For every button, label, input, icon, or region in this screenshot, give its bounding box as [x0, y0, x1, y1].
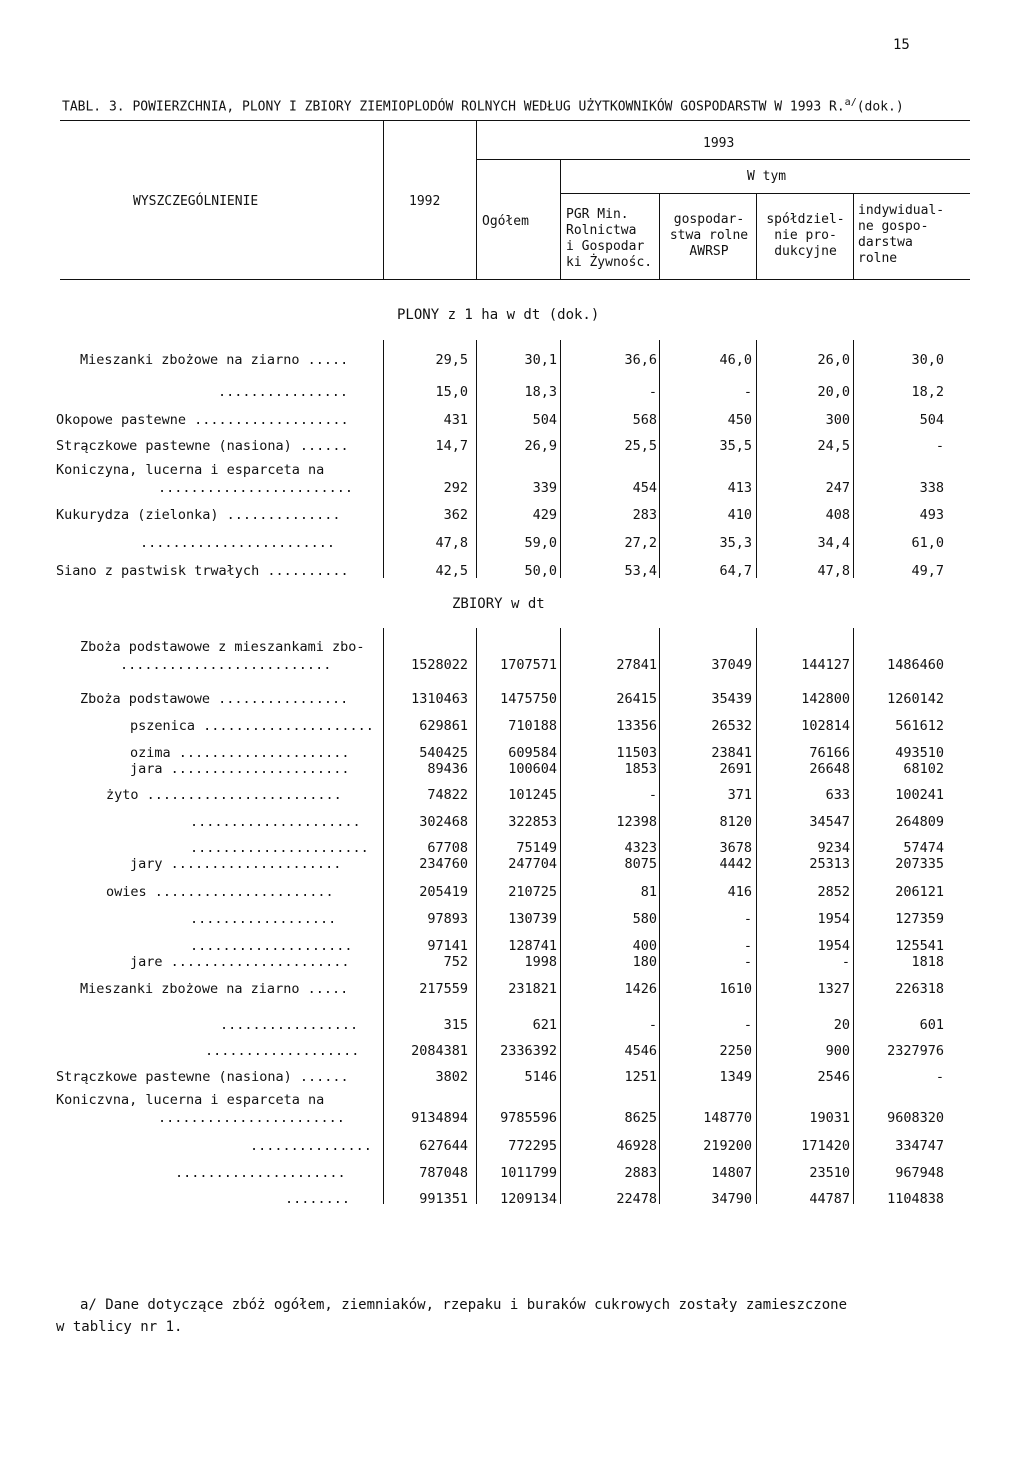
table-cell: 11503: [616, 745, 657, 761]
table-cell: 30,1: [524, 352, 557, 368]
table-cell: 14,7: [435, 438, 468, 454]
table-cell: 568: [632, 412, 657, 428]
table-cell: 207335: [895, 856, 944, 872]
table-cell: 27841: [616, 657, 657, 673]
table-cell: 100604: [508, 761, 557, 777]
table-cell: 37049: [711, 657, 752, 673]
table-cell: 338: [919, 480, 944, 496]
table-cell: 57474: [903, 840, 944, 856]
row-label: jara ......................: [130, 761, 350, 777]
table-cell: 100241: [895, 787, 944, 803]
table-cell: 26648: [809, 761, 850, 777]
table-cell: 1104838: [887, 1191, 944, 1207]
table-cell: -: [648, 787, 657, 803]
row-label: ozima .....................: [130, 745, 350, 761]
row-label: żyto ........................: [106, 787, 342, 803]
column-rule: [659, 628, 660, 1204]
table-cell: 148770: [703, 1110, 752, 1126]
column-rule: [383, 340, 384, 578]
table-cell: 101245: [508, 787, 557, 803]
row-label: Koniczyna, lucerna i esparceta na: [56, 462, 325, 478]
header-awrsp: [662, 212, 756, 260]
table-cell: 752: [443, 954, 468, 970]
table-cell: 46,0: [719, 352, 752, 368]
table-cell: 1707571: [500, 657, 557, 673]
table-cell: 454: [632, 480, 657, 496]
table-cell: 23510: [809, 1165, 850, 1181]
table-cell: 171420: [801, 1138, 850, 1154]
table-cell: -: [648, 1017, 657, 1033]
row-label: Mieszanki zbożowe na ziarno .....: [80, 981, 349, 997]
row-label: Siano z pastwisk trwałych ..........: [56, 563, 349, 579]
row-label: jare ......................: [130, 954, 350, 970]
table-cell: 504: [532, 412, 557, 428]
table-cell: 205419: [419, 884, 468, 900]
header-divider: [756, 193, 757, 280]
table-cell: 219200: [703, 1138, 752, 1154]
table-cell: 627644: [419, 1138, 468, 1154]
column-rule: [853, 340, 854, 578]
table-cell: 540425: [419, 745, 468, 761]
table-cell: 128741: [508, 938, 557, 954]
table-cell: 14807: [711, 1165, 752, 1181]
column-rule: [560, 628, 561, 1204]
column-rule: [756, 340, 757, 578]
table-cell: 629861: [419, 718, 468, 734]
table-cell: 26,9: [524, 438, 557, 454]
header-wtym-rule: [560, 193, 970, 194]
table-cell: 226318: [895, 981, 944, 997]
table-cell: 4546: [624, 1043, 657, 1059]
table-cell: -: [743, 384, 752, 400]
row-label: owies ......................: [106, 884, 334, 900]
table-cell: 81: [640, 884, 657, 900]
header-1993-rule: [476, 159, 970, 160]
table-cell: -: [648, 384, 657, 400]
row-label: .....................: [175, 1165, 346, 1181]
table-cell: 450: [727, 412, 752, 428]
table-cell: 35,3: [719, 535, 752, 551]
section-zbiory: ZBIORY w dt: [452, 596, 545, 612]
row-label: ....................: [190, 938, 353, 954]
table-cell: 26415: [616, 691, 657, 707]
row-label: ................: [218, 384, 349, 400]
row-label: ..................: [190, 911, 337, 927]
table-cell: 125541: [895, 938, 944, 954]
table-cell: 8120: [719, 814, 752, 830]
row-label: pszenica .....................: [130, 718, 374, 734]
title-text: TABL. 3. POWIERZCHNIA, PLONY I ZBIORY ZIEMIOPLODÓW ROLNYCH WEDŁUG UŻYTKOWNIKÓW GOSPODARSTW W 1993 R.: [62, 99, 845, 115]
table-cell: 130739: [508, 911, 557, 927]
header-w-tym: W tym: [747, 169, 787, 184]
header-awrsp-line: AWRSP: [689, 244, 729, 259]
table-cell: 1260142: [887, 691, 944, 707]
header-bottom-rule: [60, 279, 970, 280]
table-cell: 26,0: [817, 352, 850, 368]
table-cell: 247: [825, 480, 850, 496]
table-cell: 15,0: [435, 384, 468, 400]
header-awrsp-line: gospodar-: [673, 212, 745, 227]
table-cell: 493: [919, 507, 944, 523]
table-cell: 772295: [508, 1138, 557, 1154]
header-divider: [659, 193, 660, 280]
table-cell: 2691: [719, 761, 752, 777]
header-divider: [560, 159, 561, 280]
table-cell: 35439: [711, 691, 752, 707]
table-cell: 580: [632, 911, 657, 927]
table-cell: 102814: [801, 718, 850, 734]
table-cell: -: [743, 1017, 752, 1033]
table-cell: 900: [825, 1043, 850, 1059]
table-cell: 315: [443, 1017, 468, 1033]
table-cell: 97893: [427, 911, 468, 927]
table-cell: 1610: [719, 981, 752, 997]
table-cell: 2327976: [887, 1043, 944, 1059]
header-pgr-line: i Gospodar: [566, 239, 645, 254]
table-cell: 76166: [809, 745, 850, 761]
row-label: .................: [220, 1017, 359, 1033]
table-cell: 25313: [809, 856, 850, 872]
table-cell: 67708: [427, 840, 468, 856]
table-cell: -: [841, 954, 850, 970]
table-cell: 61,0: [911, 535, 944, 551]
table-cell: 44787: [809, 1191, 850, 1207]
row-label: Zboża podstawowe z mieszankami zbo-: [80, 639, 365, 655]
table-cell: 322853: [508, 814, 557, 830]
table-cell: 47,8: [435, 535, 468, 551]
table-cell: 8075: [624, 856, 657, 872]
table-cell: 787048: [419, 1165, 468, 1181]
table-cell: 231821: [508, 981, 557, 997]
table-cell: 9134894: [411, 1110, 468, 1126]
table-cell: 9608320: [887, 1110, 944, 1126]
table-cell: 36,6: [624, 352, 657, 368]
table-cell: 493510: [895, 745, 944, 761]
row-label: Strączkowe pastewne (nasiona) ......: [56, 438, 349, 454]
table-cell: 47,8: [817, 563, 850, 579]
table-cell: 1475750: [500, 691, 557, 707]
row-label: ...................: [205, 1043, 360, 1059]
table-cell: 1251: [624, 1069, 657, 1085]
table-cell: 3678: [719, 840, 752, 856]
header-pgr: [566, 207, 652, 271]
row-label: Mieszanki zbożowe na ziarno .....: [80, 352, 349, 368]
table-cell: 18,2: [911, 384, 944, 400]
table-cell: 247704: [508, 856, 557, 872]
table-cell: 1310463: [411, 691, 468, 707]
header-indyw-line: indywidual-: [858, 203, 945, 218]
table-cell: 2852: [817, 884, 850, 900]
table-cell: 504: [919, 412, 944, 428]
table-cell: 408: [825, 507, 850, 523]
table-cell: 3802: [435, 1069, 468, 1085]
table-cell: 34,4: [817, 535, 850, 551]
footnote-line: a/ Dane dotyczące zbóż ogółem, ziemniaków, rzepaku i buraków cukrowych zostały zamieszczone: [80, 1297, 848, 1313]
table-cell: 27,2: [624, 535, 657, 551]
table-cell: 64,7: [719, 563, 752, 579]
table-cell: 621: [532, 1017, 557, 1033]
table-cell: 210725: [508, 884, 557, 900]
header-spoldz-line: nie pro-: [774, 228, 837, 243]
row-label: Kukurydza (zielonka) ..............: [56, 507, 341, 523]
table-cell: 371: [727, 787, 752, 803]
table-cell: 23841: [711, 745, 752, 761]
table-cell: 29,5: [435, 352, 468, 368]
column-rule: [659, 340, 660, 578]
table-cell: 144127: [801, 657, 850, 673]
title-footnote-mark: a/: [844, 97, 857, 108]
header-spoldzielnie: [758, 212, 853, 260]
table-cell: 1349: [719, 1069, 752, 1085]
table-cell: -: [743, 911, 752, 927]
header-spoldz-line: spółdziel-: [766, 212, 845, 227]
table-cell: 22478: [616, 1191, 657, 1207]
table-cell: 264809: [895, 814, 944, 830]
table-cell: 68102: [903, 761, 944, 777]
table-cell: 1954: [817, 911, 850, 927]
table-cell: 9234: [817, 840, 850, 856]
table-cell: 53,4: [624, 563, 657, 579]
table-cell: 416: [727, 884, 752, 900]
page-number: 15: [893, 37, 910, 53]
table-cell: 13356: [616, 718, 657, 734]
row-label: Zboża podstawowe ................: [80, 691, 349, 707]
table-cell: 334747: [895, 1138, 944, 1154]
table-cell: 429: [532, 507, 557, 523]
table-cell: 400: [632, 938, 657, 954]
table-title: [62, 98, 904, 113]
row-label: .....................: [190, 814, 361, 830]
table-cell: 234760: [419, 856, 468, 872]
table-cell: 50,0: [524, 563, 557, 579]
table-cell: 24,5: [817, 438, 850, 454]
table-cell: 97141: [427, 938, 468, 954]
table-cell: 12398: [616, 814, 657, 830]
table-cell: 1853: [624, 761, 657, 777]
table-cell: 8625: [624, 1110, 657, 1126]
column-rule: [853, 628, 854, 1204]
table-cell: 2546: [817, 1069, 850, 1085]
footnote-line: w tablicy nr 1.: [56, 1319, 183, 1335]
row-label: Koniczvna, lucerna i esparceta na: [56, 1092, 325, 1108]
header-pgr-line: PGR Min.: [566, 207, 629, 222]
header-indyw-line: darstwa: [858, 235, 913, 250]
title-end: (dok.): [856, 99, 904, 115]
table-cell: 292: [443, 480, 468, 496]
header-indyw-line: rolne: [858, 251, 898, 266]
column-rule: [383, 628, 384, 1204]
row-label: ........................: [140, 535, 336, 551]
table-cell: 601: [919, 1017, 944, 1033]
header-ogolem: Ogółem: [482, 214, 529, 229]
table-cell: 34547: [809, 814, 850, 830]
table-cell: 18,3: [524, 384, 557, 400]
table-cell: 1954: [817, 938, 850, 954]
table-cell: 1486460: [887, 657, 944, 673]
row-label: ........: [285, 1191, 351, 1207]
table-cell: 710188: [508, 718, 557, 734]
table-cell: 561612: [895, 718, 944, 734]
table-cell: 283: [632, 507, 657, 523]
table-cell: 46928: [616, 1138, 657, 1154]
table-cell: 633: [825, 787, 850, 803]
table-cell: 20: [833, 1017, 850, 1033]
table-cell: 2883: [624, 1165, 657, 1181]
header-divider: [476, 120, 477, 280]
table-cell: 4323: [624, 840, 657, 856]
row-label: Okopowe pastewne ...................: [56, 412, 349, 428]
table-cell: 142800: [801, 691, 850, 707]
column-rule: [476, 628, 477, 1204]
header-pgr-line: Rolnictwa: [566, 223, 637, 238]
section-plony: PLONY z 1 ha w dt (dok.): [397, 307, 600, 323]
table-cell: 30,0: [911, 352, 944, 368]
row-label: .......................: [158, 1110, 345, 1126]
row-label: ........................: [158, 480, 354, 496]
column-rule: [476, 340, 477, 578]
table-cell: 1327: [817, 981, 850, 997]
table-cell: 75149: [516, 840, 557, 856]
table-cell: 19031: [809, 1110, 850, 1126]
header-wyszczegolnienie: WYSZCZEGÓLNIENIE: [133, 194, 259, 209]
table-cell: 5146: [524, 1069, 557, 1085]
table-cell: 4442: [719, 856, 752, 872]
header-pgr-line: ki Żywnośc.: [566, 255, 653, 270]
table-cell: 410: [727, 507, 752, 523]
header-1992: 1992: [409, 194, 441, 209]
table-cell: 2084381: [411, 1043, 468, 1059]
table-cell: 59,0: [524, 535, 557, 551]
table-cell: 1209134: [500, 1191, 557, 1207]
table-cell: 302468: [419, 814, 468, 830]
table-cell: 206121: [895, 884, 944, 900]
table-cell: 1011799: [500, 1165, 557, 1181]
row-label: Strączkowe pastewne (nasiona) ......: [56, 1069, 349, 1085]
table-cell: 42,5: [435, 563, 468, 579]
table-cell: 35,5: [719, 438, 752, 454]
header-divider: [383, 120, 384, 280]
header-divider: [853, 193, 854, 280]
table-cell: 74822: [427, 787, 468, 803]
table-cell: 25,5: [624, 438, 657, 454]
table-cell: 127359: [895, 911, 944, 927]
header-awrsp-line: stwa rolne: [669, 228, 749, 243]
table-cell: 2250: [719, 1043, 752, 1059]
table-cell: 26532: [711, 718, 752, 734]
row-label: jary .....................: [130, 856, 342, 872]
table-cell: 20,0: [817, 384, 850, 400]
table-cell: 362: [443, 507, 468, 523]
table-cell: 217559: [419, 981, 468, 997]
column-rule: [756, 628, 757, 1204]
header-indyw-line: ne gospo-: [858, 219, 929, 234]
row-label: ..........................: [120, 657, 332, 673]
table-cell: 609584: [508, 745, 557, 761]
column-rule: [560, 340, 561, 578]
table-cell: 180: [632, 954, 657, 970]
table-cell: 300: [825, 412, 850, 428]
table-cell: 339: [532, 480, 557, 496]
table-cell: 967948: [895, 1165, 944, 1181]
table-cell: -: [935, 1069, 944, 1085]
row-label: ...............: [250, 1138, 372, 1154]
table-cell: 1998: [524, 954, 557, 970]
table-cell: -: [743, 938, 752, 954]
header-indywidualne: [858, 203, 944, 267]
table-cell: 49,7: [911, 563, 944, 579]
table-cell: 89436: [427, 761, 468, 777]
table-cell: 991351: [419, 1191, 468, 1207]
table-cell: 431: [443, 412, 468, 428]
table-cell: 2336392: [500, 1043, 557, 1059]
header-top-rule: [60, 120, 970, 121]
table-cell: -: [935, 438, 944, 454]
header-spoldz-line: dukcyjne: [774, 244, 837, 259]
table-cell: 34790: [711, 1191, 752, 1207]
table-cell: 413: [727, 480, 752, 496]
table-cell: 1528022: [411, 657, 468, 673]
row-label: ......................: [190, 840, 369, 856]
header-1993: 1993: [703, 136, 735, 151]
table-cell: -: [743, 954, 752, 970]
table-cell: 1818: [911, 954, 944, 970]
table-cell: 9785596: [500, 1110, 557, 1126]
table-cell: 1426: [624, 981, 657, 997]
